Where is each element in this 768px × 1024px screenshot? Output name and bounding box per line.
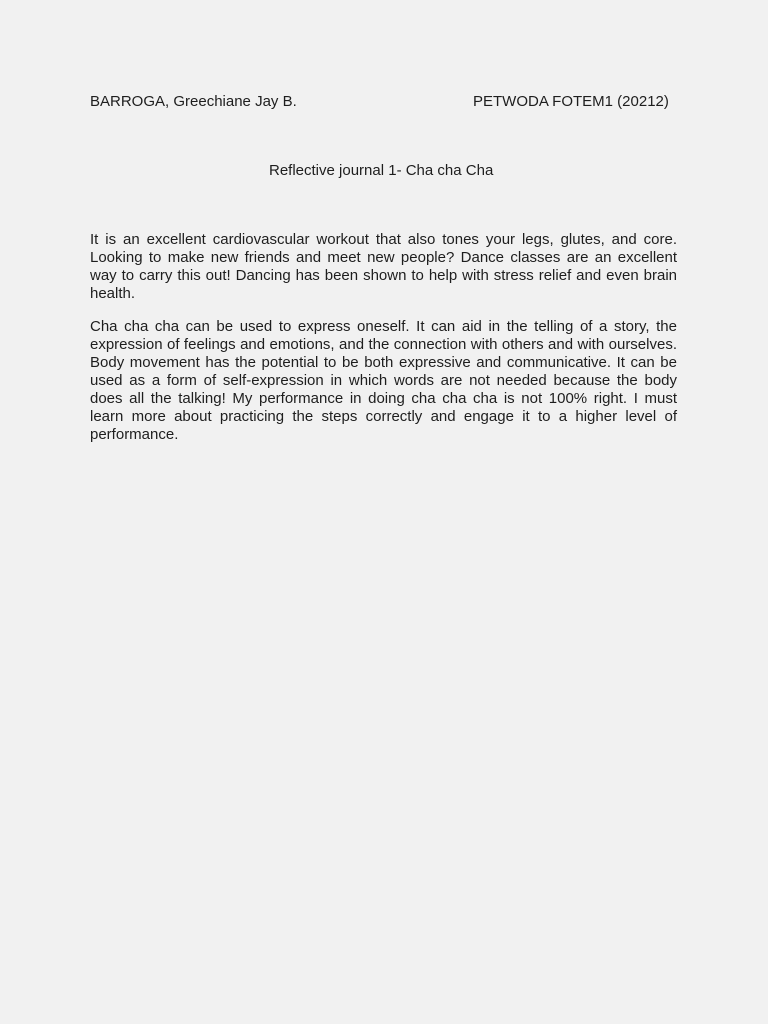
paragraph-line: It is an excellent cardiovascular workout that also tones your legs, glutes, and core. xyxy=(90,231,677,248)
paragraph-line: does all the talking! My performance in doing cha cha cha is not 100% right. I must xyxy=(90,390,677,407)
paragraph-line: way to carry this out! Dancing has been shown to help with stress relief and even brain xyxy=(90,267,677,284)
paragraph-line: Looking to make new friends and meet new people? Dance classes are an excellent xyxy=(90,249,677,266)
paragraph-line: Cha cha cha can be used to express oneself. It can aid in the telling of a story, the xyxy=(90,318,677,335)
author-name: BARROGA, Greechiane Jay B. xyxy=(90,93,297,110)
document-title: Reflective journal 1- Cha cha Cha xyxy=(269,162,494,179)
paragraph-line: health. xyxy=(90,285,136,302)
paragraph-line: expression of feelings and emotions, and the connection with others and with ourselves. xyxy=(90,336,677,353)
paragraph-line: performance. xyxy=(90,426,179,443)
paragraph-line: Body movement has the potential to be both expressive and communicative. It can be xyxy=(90,354,677,371)
paragraph-line: learn more about practicing the steps correctly and engage it to a higher level of xyxy=(90,408,677,425)
paragraph xyxy=(90,318,677,444)
paragraph-line: used as a form of self-expression in which words are not needed because the body xyxy=(90,372,677,389)
paragraph xyxy=(90,231,677,303)
course-code: PETWODA FOTEM1 (20212) xyxy=(473,93,669,110)
